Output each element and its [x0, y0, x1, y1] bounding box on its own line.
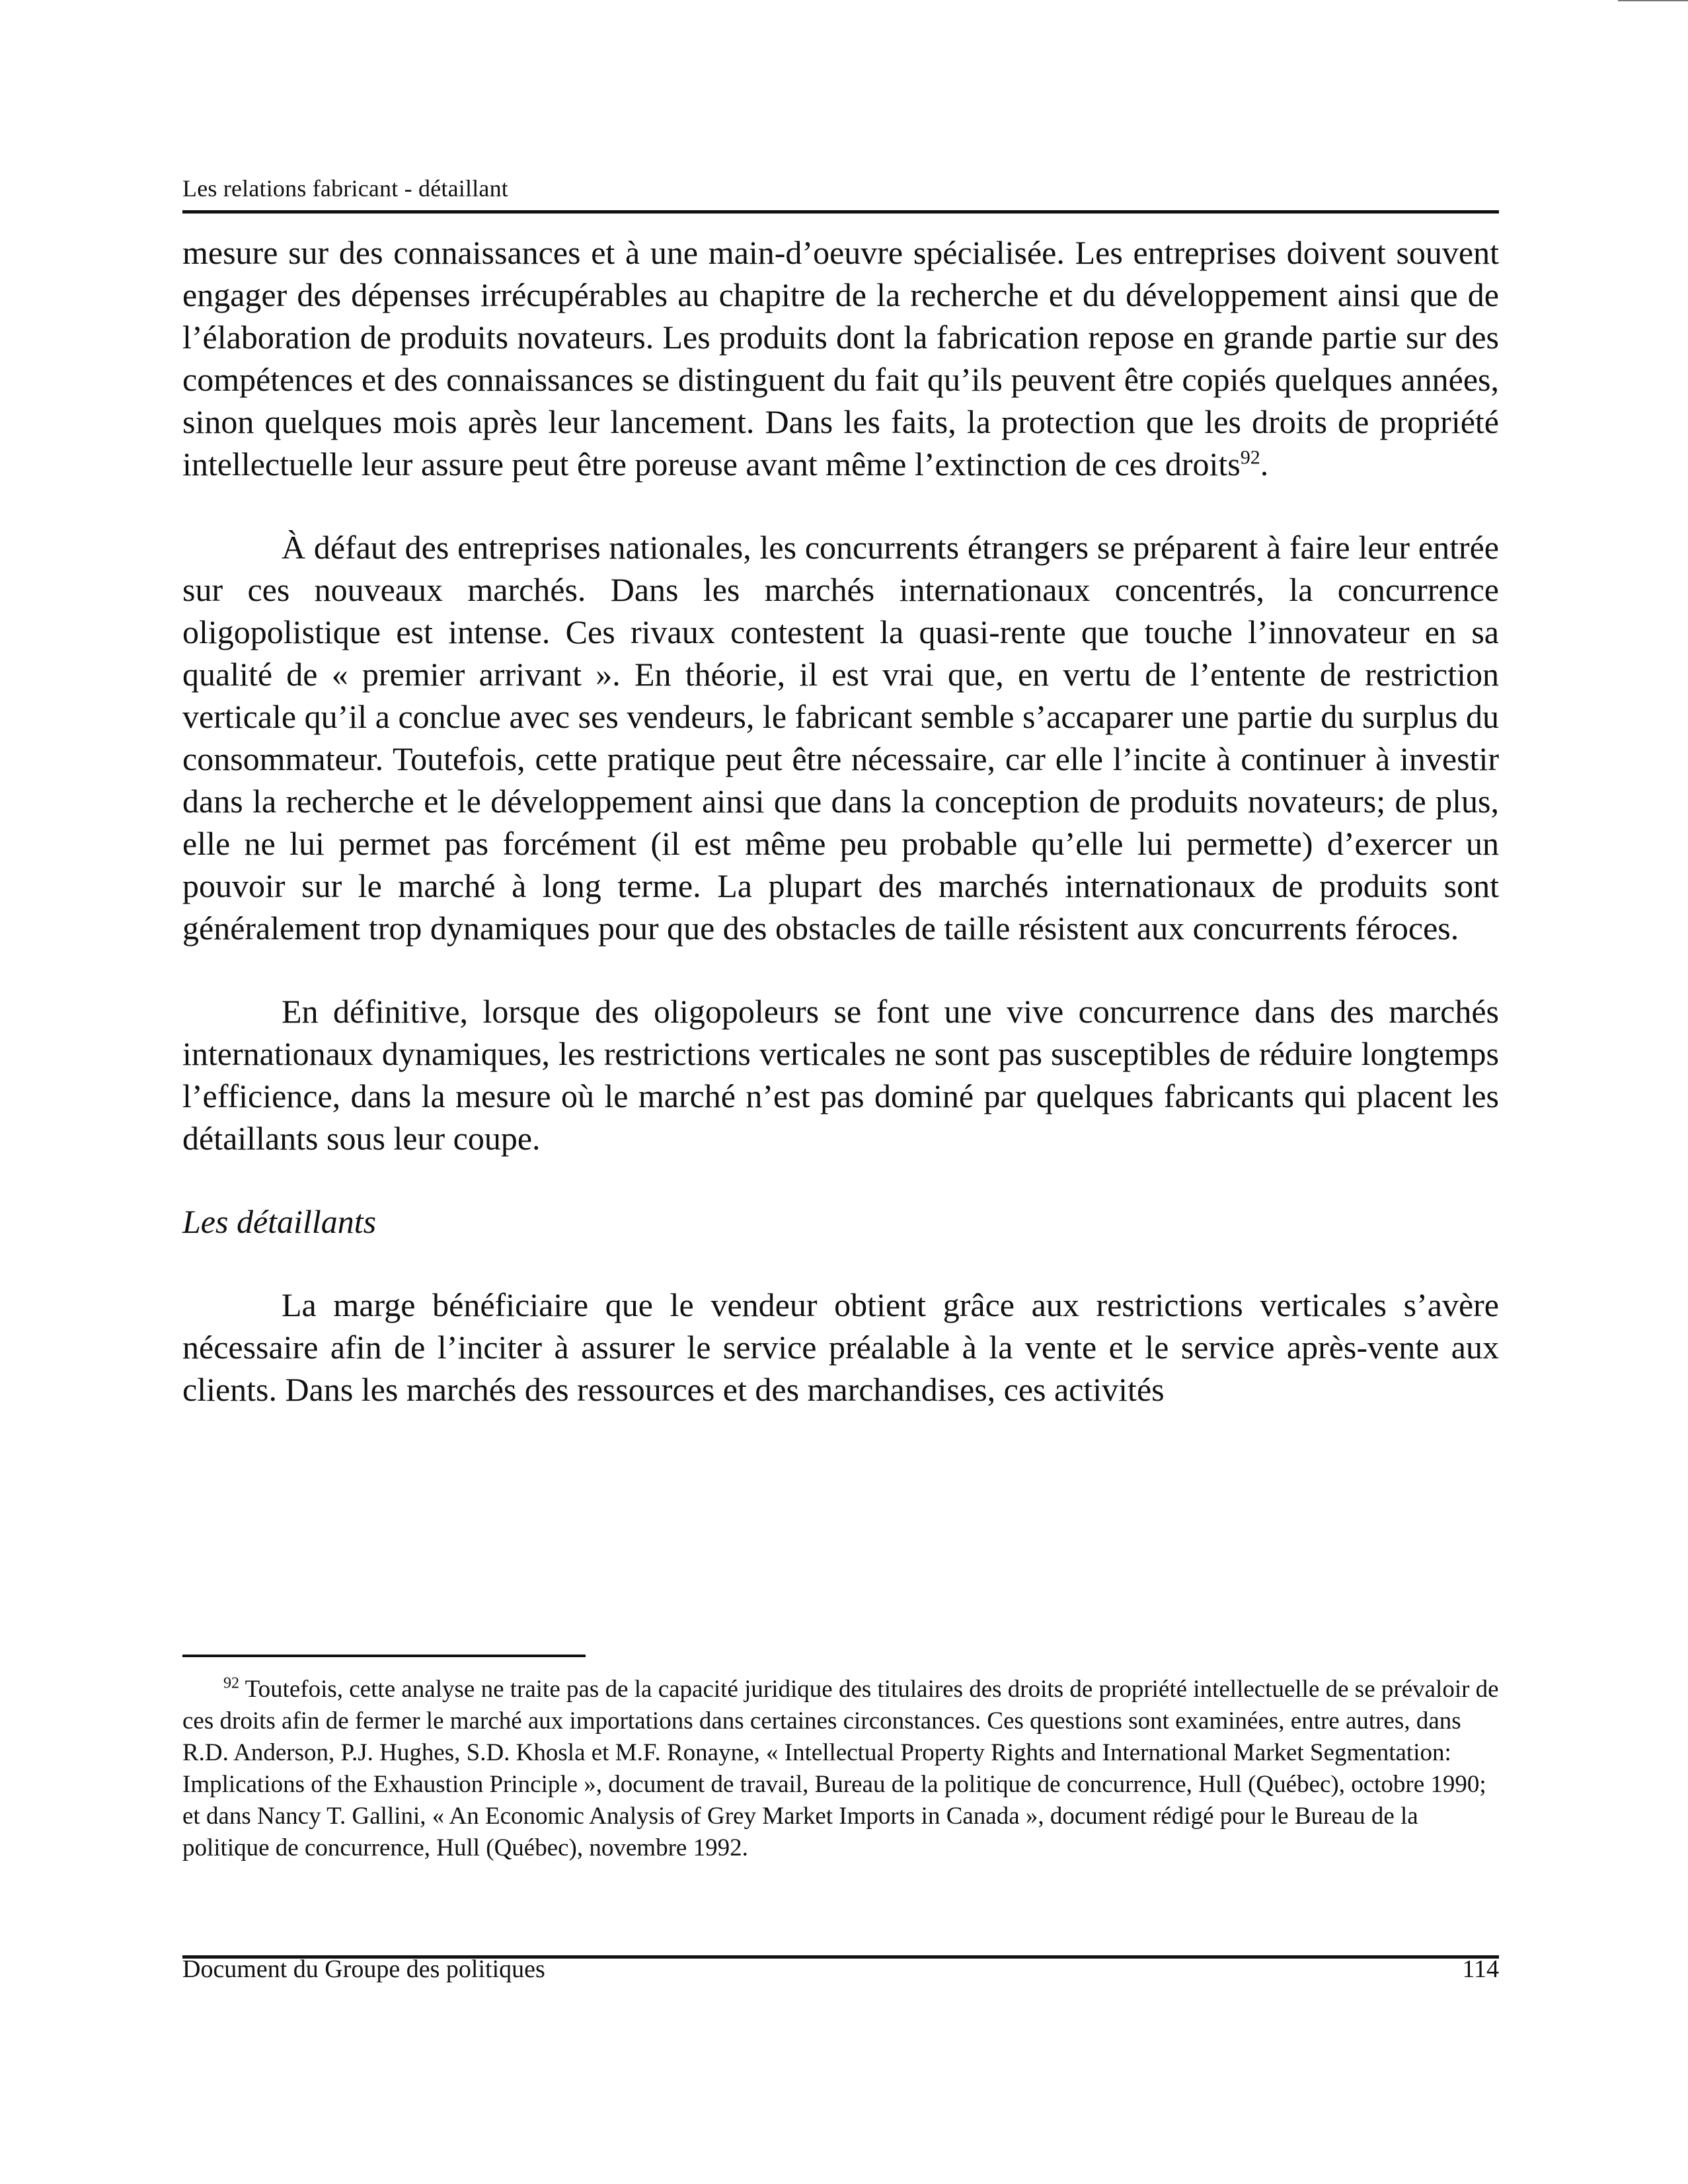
- body-text: [182, 231, 1499, 1452]
- paragraph-1-text: mesure sur des connaissances et à une main-d’oeuvre spécialisée. Les entreprises doivent souvent engager des dépenses irrécupérables au chapitre de la recherche et du développement ainsi que de l’élaboration de produits novateurs. Les produits dont la fabrication repose en grande partie sur des compétences et des connaissances se distinguent du fait qu’ils peuvent être copiés quelques années, sinon quelques mois après leur lancement. Dans les faits, la protection que les droits de propriété intellectuelle leur assure peut être poreuse avant même l’extinction de ces droits: [182, 234, 1499, 483]
- paragraph-1-trailing: .: [1260, 446, 1269, 483]
- header-title: Les relations fabricant - détaillant: [182, 175, 508, 202]
- footnote-number: 92: [223, 1674, 239, 1692]
- running-footer: [182, 1955, 1499, 1989]
- footer-document-name: Document du Groupe des politiques: [182, 1955, 545, 1983]
- page-number: 114: [1462, 1955, 1499, 1983]
- running-header: [182, 164, 1499, 214]
- paragraph-3: En définitive, lorsque des oligopoleurs se font une vive concurrence dans des marchés internationaux dynamiques, les restrictions verticales ne sont pas susceptibles de réduire longtemps l’efficience, dans la mesure où le marché n’est pas dominé par quelques fabricants qui placent les détaillants sous leur coupe.: [182, 993, 1499, 1157]
- footnote-92: [182, 1674, 1499, 1864]
- paragraph-2: À défaut des entreprises nationales, les concurrents étrangers se préparent à faire leur entrée sur ces nouveaux marchés. Dans les marchés internationaux concentrés, la concurrence oligopolistique est intense. Ces rivaux contestent la quasi-rente que touche l’innovateur en sa qualité de « premier arrivant ». En théorie, il est vrai que, en vertu de l’entente de restriction verticale qu’il a conclue avec ses vendeurs, le fabricant semble s’accaparer une partie du surplus du consommateur. Toutefois, cette pratique peut être nécessaire, car elle l’incite à continuer à investir dans la recherche et le développement ainsi que dans la conception de produits novateurs; de plus, elle ne lui permet pas forcément (il est même peu probable qu’elle lui permette) d’exercer un pouvoir sur le marché à long terme. La plupart des marchés internationaux de produits sont généralement trop dynamiques pour que des obstacles de taille résistent aux concurrents féroces.: [182, 529, 1499, 947]
- footnote-ref-92[interactable]: 92: [1240, 446, 1260, 469]
- paragraph-4: La marge bénéficiaire que le vendeur obtient grâce aux restrictions verticales s’avère nécessaire afin de l’inciter à assurer le service préalable à la vente et le service après-vente aux clients. Dans les marchés des ressources et des marchandises, ces activités: [182, 1286, 1499, 1408]
- footnote-separator: [182, 1655, 586, 1657]
- footnote-body: [182, 1674, 1499, 1864]
- footnote-text: Toutefois, cette analyse ne traite pas de la capacité juridique des titulaires des droits de propriété intellectuelle de se prévaloir de ces droits afin de fermer le marché aux importations dans certaines circonstances. Ces questions sont examinées, entre autres, dans R.D. Anderson, P.J. Hughes, S.D. Khosla et M.F. Ronayne, « Intellectual Property Rights and International Market Segmentation: Implications of the Exhaustion Principle », document de travail, Bureau de la politique de concurrence, Hull (Québec), octobre 1990; et dans Nancy T. Gallini, « An Economic Analysis of Grey Market Imports in Canada », document rédigé pour le Bureau de la politique de concurrence, Hull (Québec), novembre 1992.: [182, 1676, 1499, 1861]
- paragraph-1: [182, 231, 1499, 485]
- scan-edge-line: [1618, 0, 1688, 1]
- section-heading: Les détaillants: [182, 1203, 377, 1240]
